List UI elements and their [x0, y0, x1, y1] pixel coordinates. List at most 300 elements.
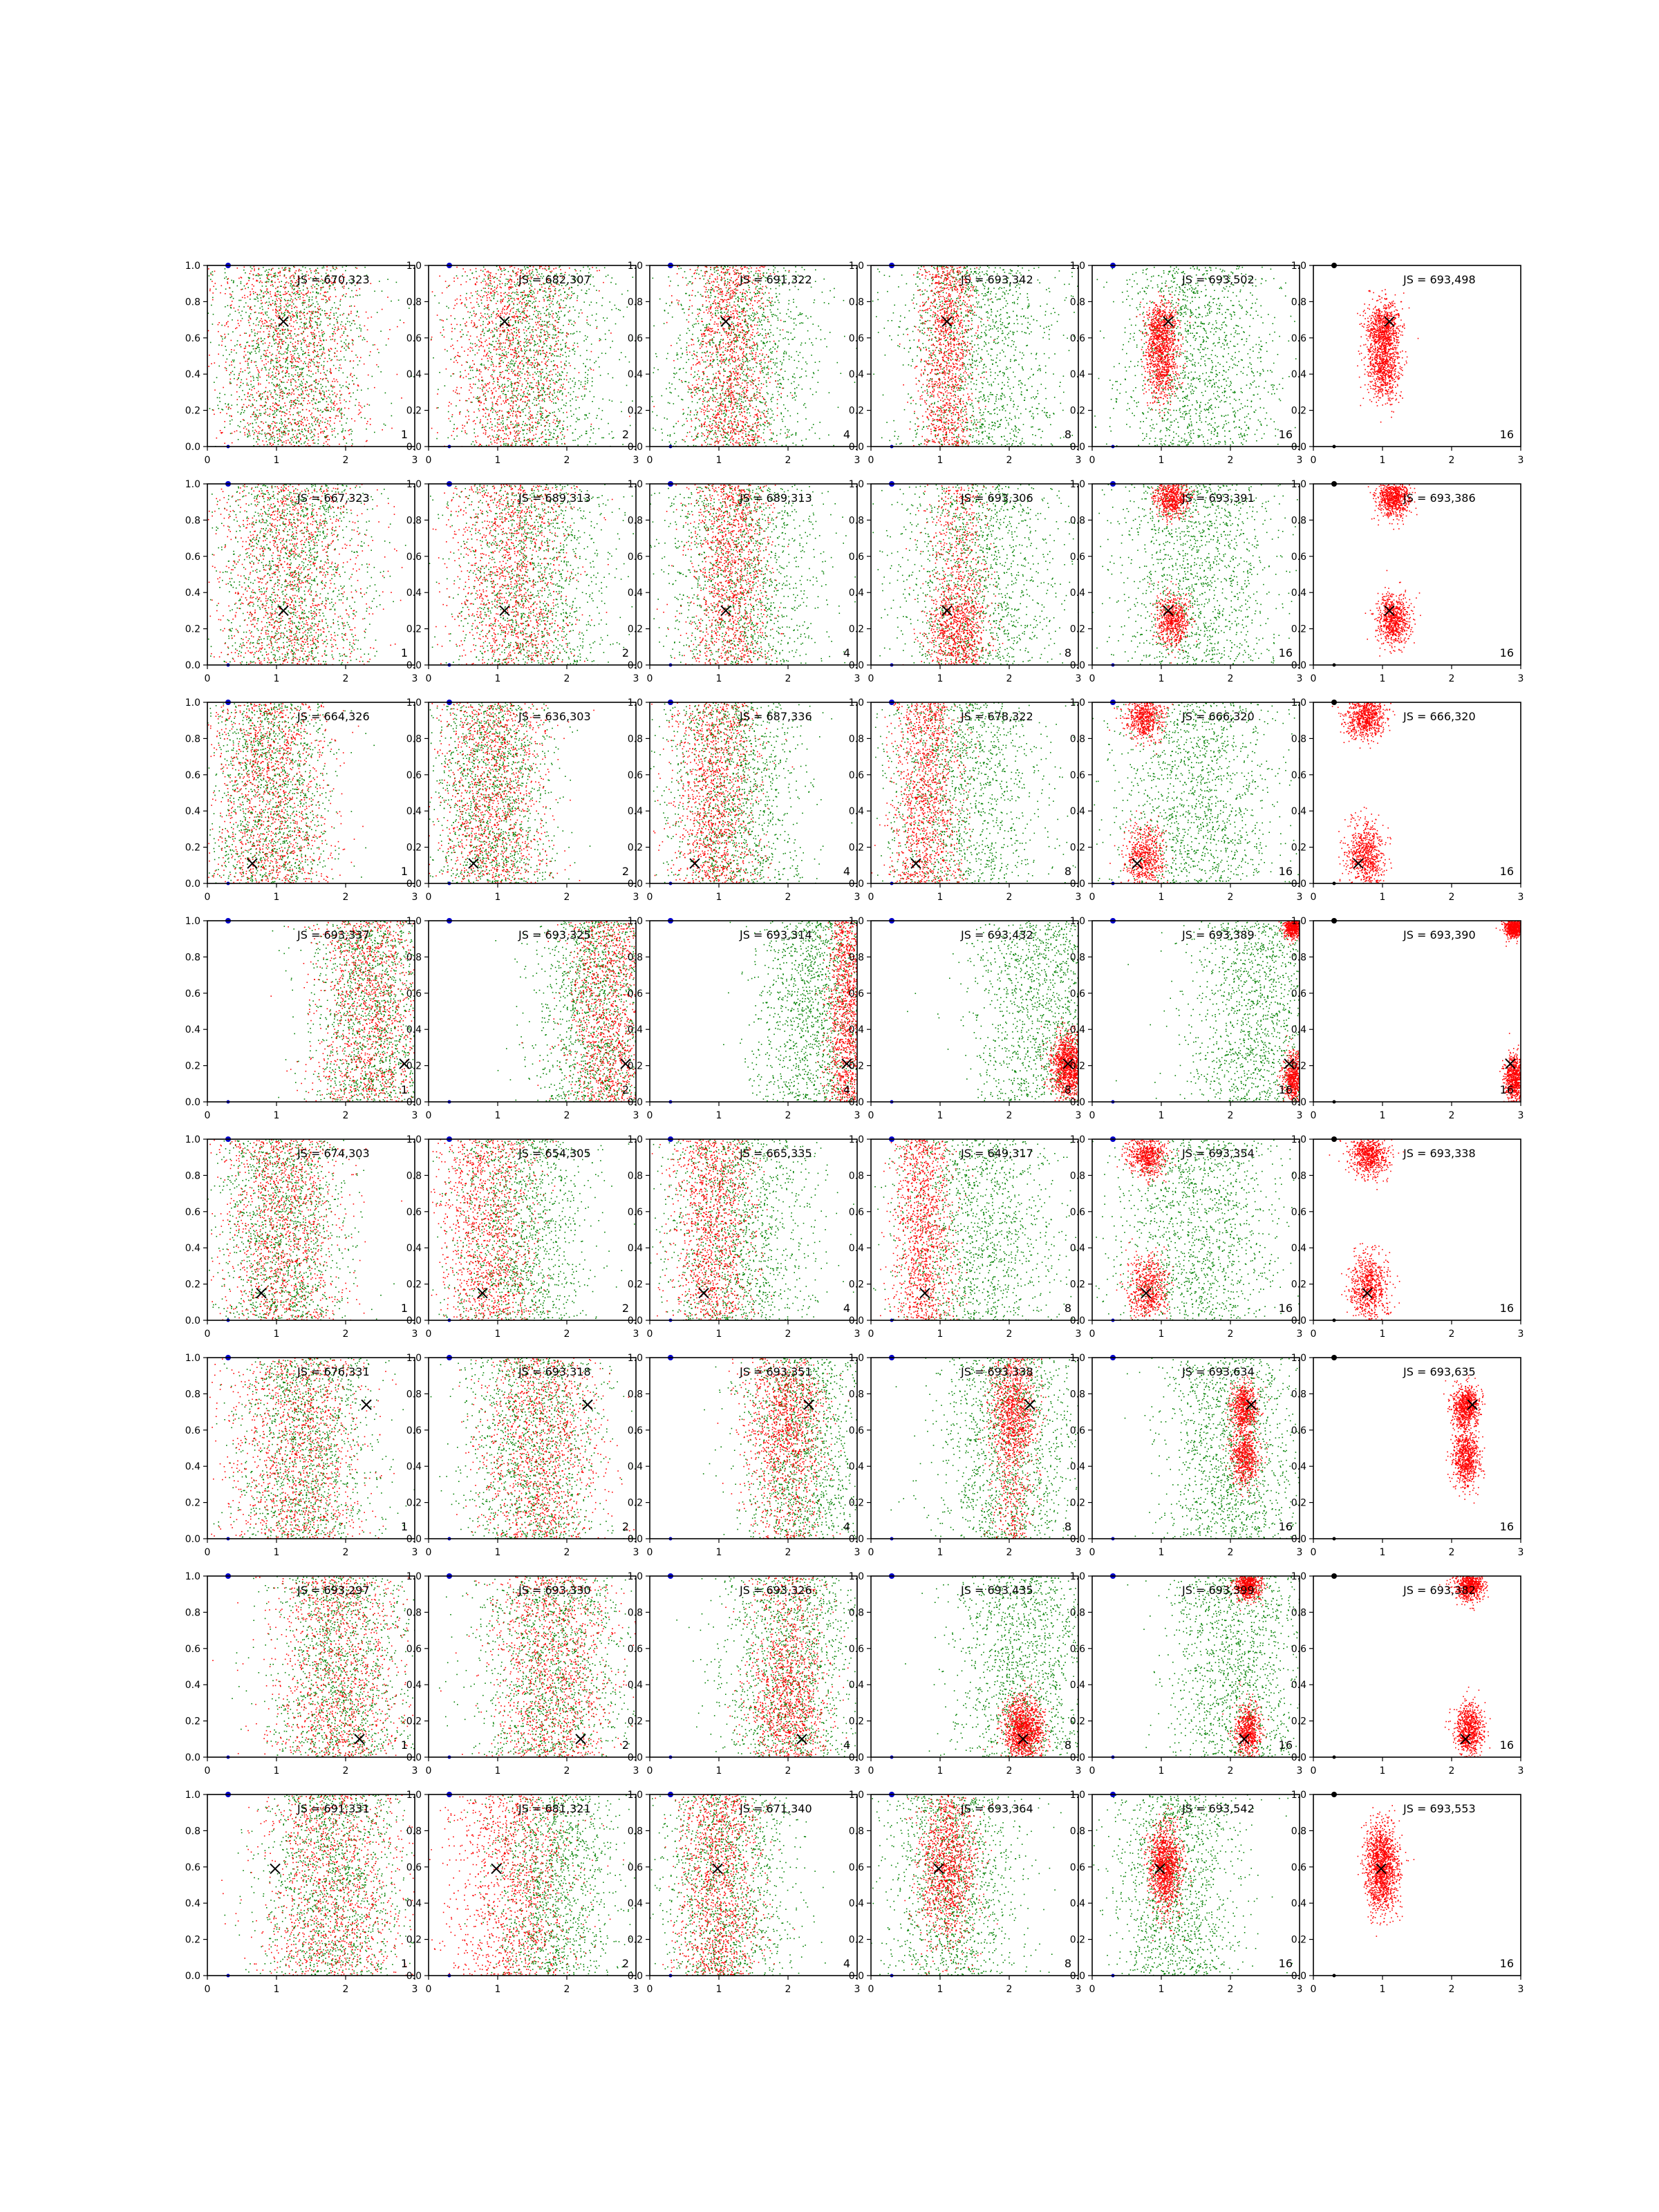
- green-points-point: [282, 391, 283, 392]
- red-points-point: [494, 281, 495, 283]
- green-points-point: [595, 320, 597, 321]
- red-points-point: [507, 330, 509, 331]
- green-points-point: [350, 433, 352, 435]
- red-points-point: [500, 288, 502, 289]
- red-points-point: [516, 415, 518, 417]
- green-points-point: [269, 269, 270, 270]
- green-points-point: [585, 388, 587, 390]
- green-points-point: [486, 368, 487, 369]
- green-points-point: [311, 328, 312, 329]
- red-points-point: [509, 279, 511, 281]
- green-points-point: [507, 370, 508, 371]
- red-points-point: [496, 288, 497, 290]
- red-points-point: [487, 300, 488, 301]
- green-points-point: [252, 423, 254, 424]
- green-points-point: [226, 368, 227, 370]
- red-points-point: [559, 295, 560, 297]
- green-points-point: [574, 332, 575, 334]
- red-points-point: [333, 402, 335, 404]
- red-points-point: [306, 424, 308, 426]
- red-points-point: [276, 349, 278, 350]
- red-points-point: [319, 381, 320, 382]
- red-points-point: [484, 351, 485, 353]
- red-points-point: [278, 332, 279, 334]
- red-points-point: [334, 386, 335, 388]
- red-points-point: [288, 379, 290, 381]
- green-points-point: [558, 421, 559, 422]
- green-points-point: [552, 304, 554, 306]
- green-points-point: [528, 323, 529, 324]
- green-points-point: [225, 268, 226, 270]
- green-points-point: [301, 373, 303, 375]
- red-points-point: [536, 405, 537, 406]
- green-points-point: [229, 314, 231, 315]
- red-points-point: [333, 404, 335, 405]
- red-points-point: [566, 375, 568, 377]
- red-points-point: [267, 277, 268, 279]
- red-points-point: [498, 310, 499, 312]
- green-points-point: [556, 374, 557, 375]
- green-points-point: [332, 386, 334, 387]
- red-points-point: [500, 276, 501, 278]
- green-points-point: [492, 412, 494, 413]
- red-points-point: [315, 373, 317, 374]
- green-points-point: [274, 377, 275, 378]
- green-points-point: [535, 301, 536, 302]
- green-points-point: [302, 303, 303, 304]
- green-points-point: [548, 439, 550, 440]
- red-points-point: [539, 392, 541, 393]
- red-points-point: [350, 375, 351, 376]
- green-points-point: [240, 421, 241, 422]
- green-points-point: [564, 315, 565, 317]
- red-points-point: [507, 424, 508, 426]
- red-points-point: [339, 364, 341, 366]
- red-points-point: [221, 335, 222, 337]
- green-points-point: [478, 350, 480, 351]
- green-points-point: [601, 438, 603, 439]
- green-points-point: [227, 404, 229, 406]
- green-points-point: [532, 427, 534, 429]
- green-points-point: [302, 405, 303, 406]
- red-points-point: [270, 368, 271, 369]
- red-points-point: [518, 366, 519, 368]
- green-points-point: [279, 306, 280, 308]
- green-points-point: [350, 325, 351, 326]
- green-points-point: [559, 411, 561, 412]
- red-points-point: [460, 284, 462, 285]
- red-points-point: [517, 317, 518, 318]
- green-points-point: [298, 297, 299, 299]
- red-points-point: [544, 268, 545, 270]
- green-points-point: [294, 292, 296, 294]
- green-points-point: [267, 356, 268, 357]
- red-points-point: [247, 361, 248, 362]
- red-points-point: [357, 384, 359, 386]
- green-points-point: [346, 401, 347, 402]
- red-points-point: [480, 296, 481, 297]
- red-points-point: [339, 400, 341, 401]
- red-points-point: [542, 431, 543, 433]
- red-points-point: [484, 403, 485, 404]
- red-points-point: [272, 444, 274, 445]
- green-points-point: [301, 394, 303, 395]
- red-points-point: [508, 306, 509, 307]
- green-points-point: [324, 361, 325, 362]
- red-points-point: [324, 395, 325, 397]
- red-points-point: [387, 297, 388, 298]
- red-points-point: [237, 399, 238, 400]
- green-points-point: [278, 444, 279, 445]
- green-points-point: [503, 393, 504, 395]
- red-points-point: [220, 430, 221, 431]
- red-points-point: [244, 267, 245, 268]
- green-points-point: [451, 339, 453, 340]
- green-points-point: [559, 391, 561, 392]
- red-points-point: [560, 307, 561, 308]
- red-points-point: [500, 441, 501, 442]
- red-points-point: [586, 319, 588, 321]
- red-points-point: [291, 306, 292, 307]
- green-points-point: [556, 441, 558, 442]
- green-points-point: [279, 440, 280, 442]
- green-points-point: [527, 403, 528, 404]
- green-points-point: [292, 414, 294, 415]
- green-points-point: [489, 348, 490, 349]
- green-points-point: [360, 330, 362, 332]
- red-points-point: [278, 337, 279, 338]
- red-points-point: [512, 287, 514, 288]
- green-points-point: [259, 269, 260, 270]
- red-points-point: [268, 274, 270, 275]
- red-points-point: [337, 394, 338, 395]
- green-points-point: [276, 394, 277, 395]
- red-points-point: [497, 404, 498, 406]
- green-points-point: [442, 327, 444, 328]
- red-points-point: [536, 335, 538, 336]
- red-points-point: [532, 444, 533, 446]
- green-points-point: [566, 337, 568, 338]
- green-points-point: [514, 364, 515, 365]
- red-points-point: [516, 320, 517, 321]
- green-points-point: [276, 378, 278, 379]
- red-points-point: [326, 441, 327, 442]
- red-points-point: [541, 362, 543, 363]
- red-points-point: [282, 343, 283, 344]
- red-points-point: [553, 422, 554, 423]
- green-points-point: [287, 352, 288, 353]
- green-points-point: [293, 442, 294, 443]
- green-points-point: [488, 355, 489, 357]
- green-points-point: [331, 359, 332, 361]
- red-points-point: [483, 433, 485, 434]
- red-points-point: [311, 384, 312, 386]
- red-points-point: [499, 424, 500, 425]
- red-points-point: [512, 373, 514, 374]
- green-points-point: [302, 333, 303, 335]
- green-points-point: [595, 361, 597, 362]
- green-points-point: [252, 404, 253, 405]
- red-points-point: [504, 377, 505, 378]
- red-points-point: [521, 303, 523, 305]
- green-points-point: [549, 431, 550, 433]
- green-points-point: [583, 267, 584, 268]
- green-points-point: [520, 301, 521, 302]
- green-points-point: [523, 358, 525, 359]
- red-points-point: [319, 426, 320, 427]
- green-points-point: [269, 369, 270, 371]
- red-points-point: [310, 371, 312, 372]
- red-points-point: [514, 384, 516, 385]
- red-points-point: [281, 381, 282, 382]
- green-points-point: [275, 272, 276, 274]
- red-points-point: [511, 421, 512, 422]
- green-points-point: [317, 388, 318, 389]
- red-points-point: [474, 322, 475, 324]
- green-points-point: [299, 433, 300, 434]
- green-points-point: [317, 418, 318, 419]
- green-points-point: [501, 391, 503, 393]
- green-points-point: [537, 421, 538, 422]
- green-points-point: [511, 400, 512, 402]
- green-points-point: [344, 415, 345, 416]
- green-points-point: [303, 326, 305, 327]
- green-points-point: [269, 391, 270, 392]
- red-points-point: [319, 424, 320, 426]
- red-points-point: [505, 306, 506, 307]
- green-points-point: [290, 304, 291, 306]
- green-points-point: [299, 355, 300, 357]
- red-points-point: [251, 362, 252, 363]
- red-points-point: [319, 362, 320, 364]
- red-points-point: [590, 369, 592, 371]
- red-points-point: [242, 297, 243, 299]
- red-points-point: [449, 418, 450, 420]
- red-points-point: [532, 374, 534, 375]
- green-points-point: [557, 301, 559, 302]
- green-points-point: [293, 389, 294, 391]
- green-points-point: [513, 361, 514, 362]
- red-points-point: [213, 410, 214, 411]
- red-points-point: [265, 359, 267, 360]
- green-points-point: [312, 425, 314, 427]
- green-points-point: [293, 376, 294, 377]
- red-points-point: [445, 281, 447, 282]
- red-points-point: [228, 407, 229, 409]
- red-points-point: [247, 392, 249, 393]
- green-points-point: [590, 391, 591, 393]
- green-points-point: [605, 333, 606, 335]
- red-points-point: [509, 334, 511, 335]
- red-points-point: [249, 335, 250, 337]
- red-points-point: [269, 334, 270, 335]
- green-points-point: [245, 427, 246, 428]
- green-points-point: [290, 281, 292, 282]
- red-points-point: [479, 405, 480, 406]
- green-points-point: [472, 370, 474, 371]
- red-points-point: [350, 311, 352, 312]
- green-points-point: [279, 386, 281, 387]
- green-points-point: [538, 380, 539, 382]
- red-points-point: [478, 401, 480, 402]
- red-points-point: [290, 332, 291, 334]
- red-points-point: [555, 320, 556, 321]
- green-points-point: [322, 336, 324, 337]
- red-points-point: [529, 393, 530, 395]
- green-points-point: [236, 344, 238, 346]
- red-points-point: [538, 420, 539, 421]
- red-points-point: [319, 338, 321, 339]
- green-points-point: [569, 321, 570, 323]
- green-points-point: [333, 407, 335, 409]
- green-points-point: [551, 439, 552, 440]
- red-points-point: [547, 321, 549, 323]
- green-points-point: [525, 268, 526, 270]
- red-points-point: [506, 438, 507, 440]
- red-points-point: [457, 278, 458, 279]
- red-points-point: [485, 327, 487, 328]
- red-points-point: [314, 421, 315, 422]
- red-points-point: [278, 286, 279, 288]
- red-points-point: [515, 400, 516, 402]
- red-points-point: [337, 410, 338, 411]
- green-points-point: [563, 427, 564, 429]
- red-points-point: [491, 390, 492, 391]
- green-points-point: [259, 413, 261, 415]
- red-points-point: [344, 288, 345, 289]
- red-points-point: [307, 336, 308, 337]
- red-points-point: [500, 315, 502, 317]
- green-points-point: [339, 411, 340, 413]
- green-points-point: [503, 439, 504, 440]
- red-points-point: [374, 344, 375, 346]
- red-points-point: [470, 386, 471, 388]
- green-points-point: [513, 324, 514, 326]
- red-points-point: [284, 330, 285, 331]
- red-points-point: [282, 341, 283, 342]
- red-points-point: [317, 325, 319, 326]
- green-points-point: [299, 375, 300, 376]
- green-points-point: [309, 375, 310, 377]
- green-points-point: [527, 383, 529, 384]
- green-points-point: [258, 344, 259, 346]
- green-points-point: [294, 430, 296, 431]
- green-points-point: [527, 439, 529, 440]
- red-points-point: [276, 434, 278, 435]
- green-points-point: [290, 400, 292, 402]
- red-points-point: [328, 404, 329, 405]
- red-points-point: [456, 299, 458, 300]
- green-points-point: [243, 383, 244, 384]
- red-points-point: [290, 354, 292, 355]
- red-points-point: [498, 339, 500, 341]
- red-points-point: [310, 292, 311, 294]
- red-points-point: [275, 386, 276, 388]
- green-points-point: [299, 326, 301, 328]
- green-points-point: [280, 330, 281, 332]
- red-points-point: [479, 369, 480, 371]
- green-points-point: [548, 268, 550, 270]
- green-points-point: [515, 321, 516, 323]
- red-points-point: [558, 399, 559, 400]
- green-points-point: [317, 408, 319, 409]
- red-points-point: [337, 359, 338, 361]
- red-points-point: [510, 433, 512, 435]
- green-points-point: [310, 362, 311, 364]
- red-points-point: [494, 370, 496, 371]
- green-points-point: [269, 279, 270, 281]
- red-points-point: [208, 268, 209, 270]
- green-points-point: [547, 332, 549, 334]
- green-points-point: [539, 371, 541, 373]
- red-points-point: [498, 388, 500, 389]
- green-points-point: [345, 324, 346, 325]
- green-points-point: [512, 292, 514, 293]
- red-points-point: [303, 418, 305, 419]
- green-points-point: [512, 298, 513, 299]
- green-points-point: [344, 331, 345, 332]
- red-points-point: [291, 296, 292, 297]
- red-points-point: [255, 430, 256, 431]
- green-points-point: [231, 395, 232, 396]
- red-points-point: [511, 371, 512, 372]
- green-points-point: [588, 370, 589, 371]
- green-points-point: [274, 377, 276, 378]
- red-points-point: [301, 372, 302, 373]
- red-points-point: [507, 443, 509, 444]
- red-points-point: [285, 359, 286, 360]
- red-points-point: [276, 303, 277, 305]
- green-points-point: [248, 277, 250, 279]
- green-points-point: [268, 281, 270, 283]
- red-points-point: [344, 407, 346, 409]
- green-points-point: [592, 433, 594, 434]
- red-points-point: [311, 321, 312, 322]
- red-points-point: [474, 307, 475, 308]
- red-points-point: [510, 354, 512, 355]
- red-points-point: [276, 369, 278, 371]
- green-points-point: [285, 300, 286, 301]
- green-points-point: [315, 386, 316, 388]
- red-points-point: [520, 415, 521, 417]
- green-points-point: [303, 290, 304, 291]
- red-points-point: [461, 347, 462, 348]
- green-points-point: [288, 395, 290, 396]
- green-points-point: [524, 350, 525, 351]
- green-points-point: [312, 297, 313, 298]
- red-points-point: [301, 421, 302, 422]
- red-points-point: [346, 293, 347, 294]
- red-points-point: [344, 438, 345, 439]
- red-points-point: [320, 429, 321, 430]
- red-points-point: [448, 406, 449, 407]
- green-points-point: [347, 377, 348, 378]
- green-points-point: [552, 301, 553, 302]
- green-points-point: [581, 384, 582, 386]
- red-points-point: [286, 413, 288, 415]
- red-points-point: [328, 349, 330, 350]
- red-points-point: [490, 281, 491, 282]
- green-points-point: [249, 317, 250, 318]
- green-points-point: [533, 350, 534, 351]
- green-points-point: [315, 351, 316, 353]
- red-points-point: [334, 393, 335, 394]
- red-points-point: [529, 319, 531, 320]
- red-points-point: [486, 339, 487, 341]
- x-tick-label: 3: [412, 455, 418, 466]
- green-points-point: [230, 297, 232, 299]
- green-points-point: [286, 353, 288, 354]
